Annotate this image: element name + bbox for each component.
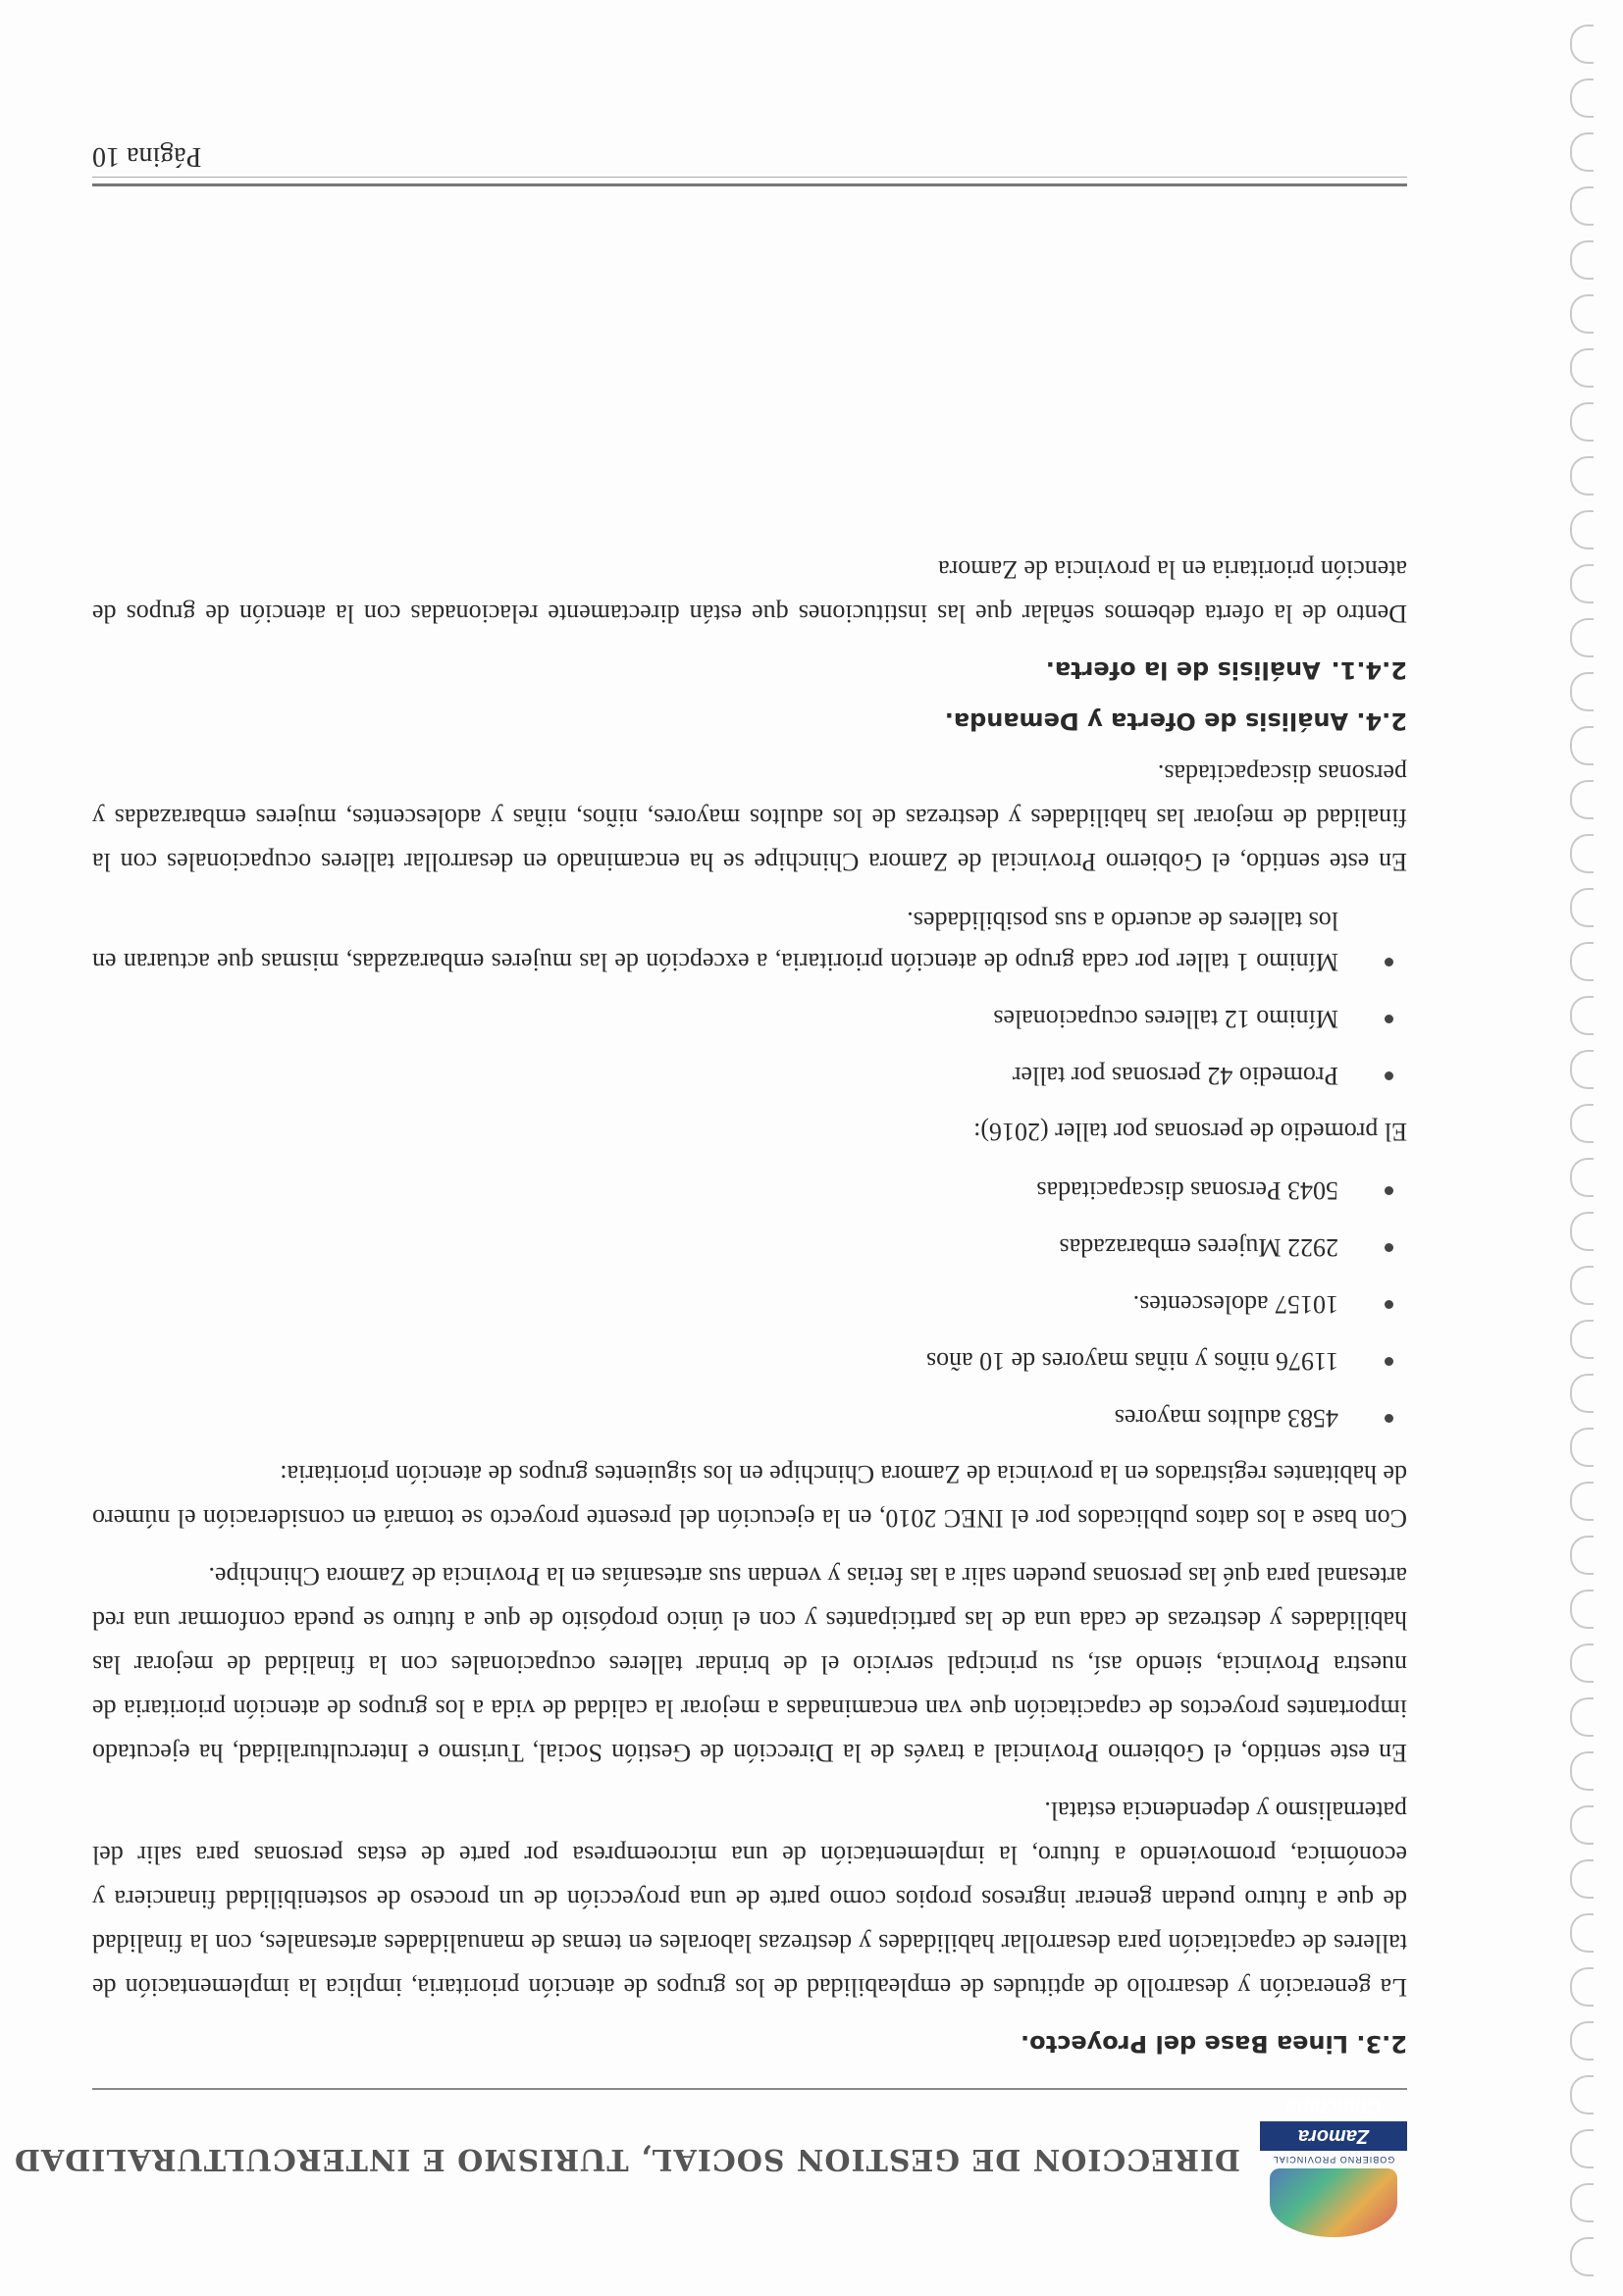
- paragraph: En este sentido, el Gobierno Provincial de Zamora Chinchipe se ha encaminado en desarrollar talleres ocupacionales con la finalidad de mejorar las habilidades y destrezas de los adultos mayores, niños, niñas y adolescentes, mujeres embarazadas y personas discapacitadas.: [92, 759, 1407, 876]
- paragraph: La generación y desarrollo de aptitudes de empleabilidad de los grupos de atención prioritaria, implica la implementación de talleres de capacitación para desarrollar habilidades y destrezas laborales en temas de manualidades artesanales, con la finalidad de que a futuro puedan generar ingresos propios como parte de una proyección de un proceso de sostenibilidad financiera y económica, promoviendo a futuro, la implementación de una microempresa por parte de estas personas para salir del paternalismo y dependencia estatal.: [92, 1797, 1407, 2002]
- list-item: 5043 Personas discapacitadas: [92, 1170, 1407, 1211]
- logo-org-text: GOBIERNO PROVINCIAL: [1272, 2155, 1395, 2165]
- page-number: Página 10: [92, 141, 202, 172]
- binding-hole: [1570, 1428, 1594, 1467]
- header-title: DIRECCION DE GESTION SOCIAL, TURISMO E INTERCULTURALIDAD: [13, 2142, 1240, 2176]
- binding-hole: [1570, 402, 1594, 442]
- binding-hole: [1570, 1913, 1594, 1953]
- binding-holes: [1544, 0, 1623, 2296]
- subsection-number: 2.4.1.: [1331, 656, 1407, 684]
- binding-hole: [1570, 1266, 1594, 1305]
- binding-hole: [1570, 456, 1594, 496]
- binding-hole: [1570, 564, 1594, 603]
- binding-hole: [1570, 1320, 1594, 1359]
- logo-name-text: Zamora Chinchipe: [1260, 2121, 1407, 2151]
- binding-hole: [1570, 1805, 1594, 1845]
- document-header: [13, 2090, 1407, 2247]
- priority-groups-list: [92, 1170, 1407, 1438]
- binding-hole: [1570, 1482, 1594, 1521]
- logo-emblem-icon: [1270, 2168, 1397, 2237]
- binding-hole: [1570, 834, 1594, 873]
- workshop-averages-list: [92, 900, 1407, 1096]
- binding-hole: [1570, 2021, 1594, 2061]
- list-item: Mínimo 1 taller por cada grupo de atención prioritaria, a excepción de las mujeres embarazadas, mismas que actuaran en los talleres de acuerdo a sus posibilidades.: [92, 900, 1407, 982]
- binding-hole: [1570, 1644, 1594, 1683]
- binding-hole: [1570, 1590, 1594, 1629]
- binding-hole: [1570, 942, 1594, 981]
- paragraph: Dentro de la oferta debemos señalar que las instituciones que están directamente relacionadas con la atención de grupos de atención prioritaria en la provincia de Zamora: [92, 555, 1407, 628]
- binding-hole: [1570, 132, 1594, 172]
- binding-hole: [1570, 186, 1594, 226]
- binding-hole: [1570, 2075, 1594, 2114]
- section-heading-2-4: 2.4. Análisis de Oferta y Demanda.: [944, 707, 1407, 735]
- binding-hole: [1570, 240, 1594, 280]
- section-heading-2-3: 2.3. Linea Base del Proyecto.: [1020, 2030, 1407, 2058]
- binding-hole: [1570, 25, 1594, 64]
- binding-hole: [1570, 618, 1594, 657]
- document-body: [92, 534, 1407, 2061]
- binding-hole: [1570, 348, 1594, 388]
- binding-hole: [1570, 294, 1594, 334]
- list-item: 2922 Mujeres embarazadas: [92, 1226, 1407, 1268]
- binding-hole: [1570, 1536, 1594, 1575]
- binding-hole: [1570, 2183, 1594, 2222]
- binding-hole: [1570, 672, 1594, 711]
- binding-hole: [1570, 1374, 1594, 1413]
- list-item: Mínimo 12 talleres ocupacionales: [92, 998, 1407, 1039]
- binding-hole: [1570, 1050, 1594, 1089]
- list-item: 4583 adultos mayores: [92, 1397, 1407, 1438]
- paragraph: Con base a los datos publicados por el INEC 2010, en la ejecución del presente proyecto se tomará en consideración el número de habitantes registrados en la provincia de Zamora Chinchipe en los siguientes grupos de atención prioritaria:: [92, 1460, 1407, 1533]
- list-item: Promedio 42 personas por taller: [92, 1055, 1407, 1096]
- binding-hole: [1570, 1751, 1594, 1791]
- binding-hole: [1570, 996, 1594, 1035]
- binding-hole: [1570, 1697, 1594, 1737]
- list-item: 10157 adolescentes.: [92, 1283, 1407, 1325]
- subsection-heading-2-4-1: [92, 653, 1407, 687]
- binding-hole: [1570, 726, 1594, 765]
- subsection-title: Análisis de la oferta.: [1045, 656, 1321, 684]
- list-item: 11976 niños y niñas mayores de 10 años: [92, 1340, 1407, 1382]
- binding-hole: [1570, 510, 1594, 549]
- binding-hole: [1570, 1212, 1594, 1251]
- binding-hole: [1570, 780, 1594, 819]
- provincial-logo: [1260, 2096, 1407, 2247]
- binding-hole: [1570, 78, 1594, 118]
- footer-divider: [92, 177, 1407, 186]
- binding-hole: [1570, 1104, 1594, 1143]
- binding-hole: [1570, 888, 1594, 927]
- paragraph: El promedio de personas por taller (2016):: [973, 1118, 1407, 1146]
- binding-hole: [1570, 2237, 1594, 2276]
- binding-hole: [1570, 1859, 1594, 1899]
- header-divider: [92, 2088, 1407, 2090]
- binding-hole: [1570, 1158, 1594, 1197]
- binding-hole: [1570, 1967, 1594, 2007]
- paragraph: En este sentido, el Gobierno Provincial a través de la Dirección de Gestión Social, Turismo e Interculturalidad, ha ejecutado importantes proyectos de capacitación que van encaminadas a mejorar la calidad de vida a los grupos de atención prioritaria de nuestra Provincia, siendo así, su principal servicio el de brindar talleres ocupacionales con la finalidad de mejorar las habilidades y destrezas de cada una de las participantes y con el único propósito de que a futuro se pueda conformar una red artesanal para qué las personas pueden salir a las ferias y vendan sus artesanías en la Provincia de Zamora Chinchipe.: [92, 1562, 1407, 1767]
- binding-hole: [1570, 2129, 1594, 2168]
